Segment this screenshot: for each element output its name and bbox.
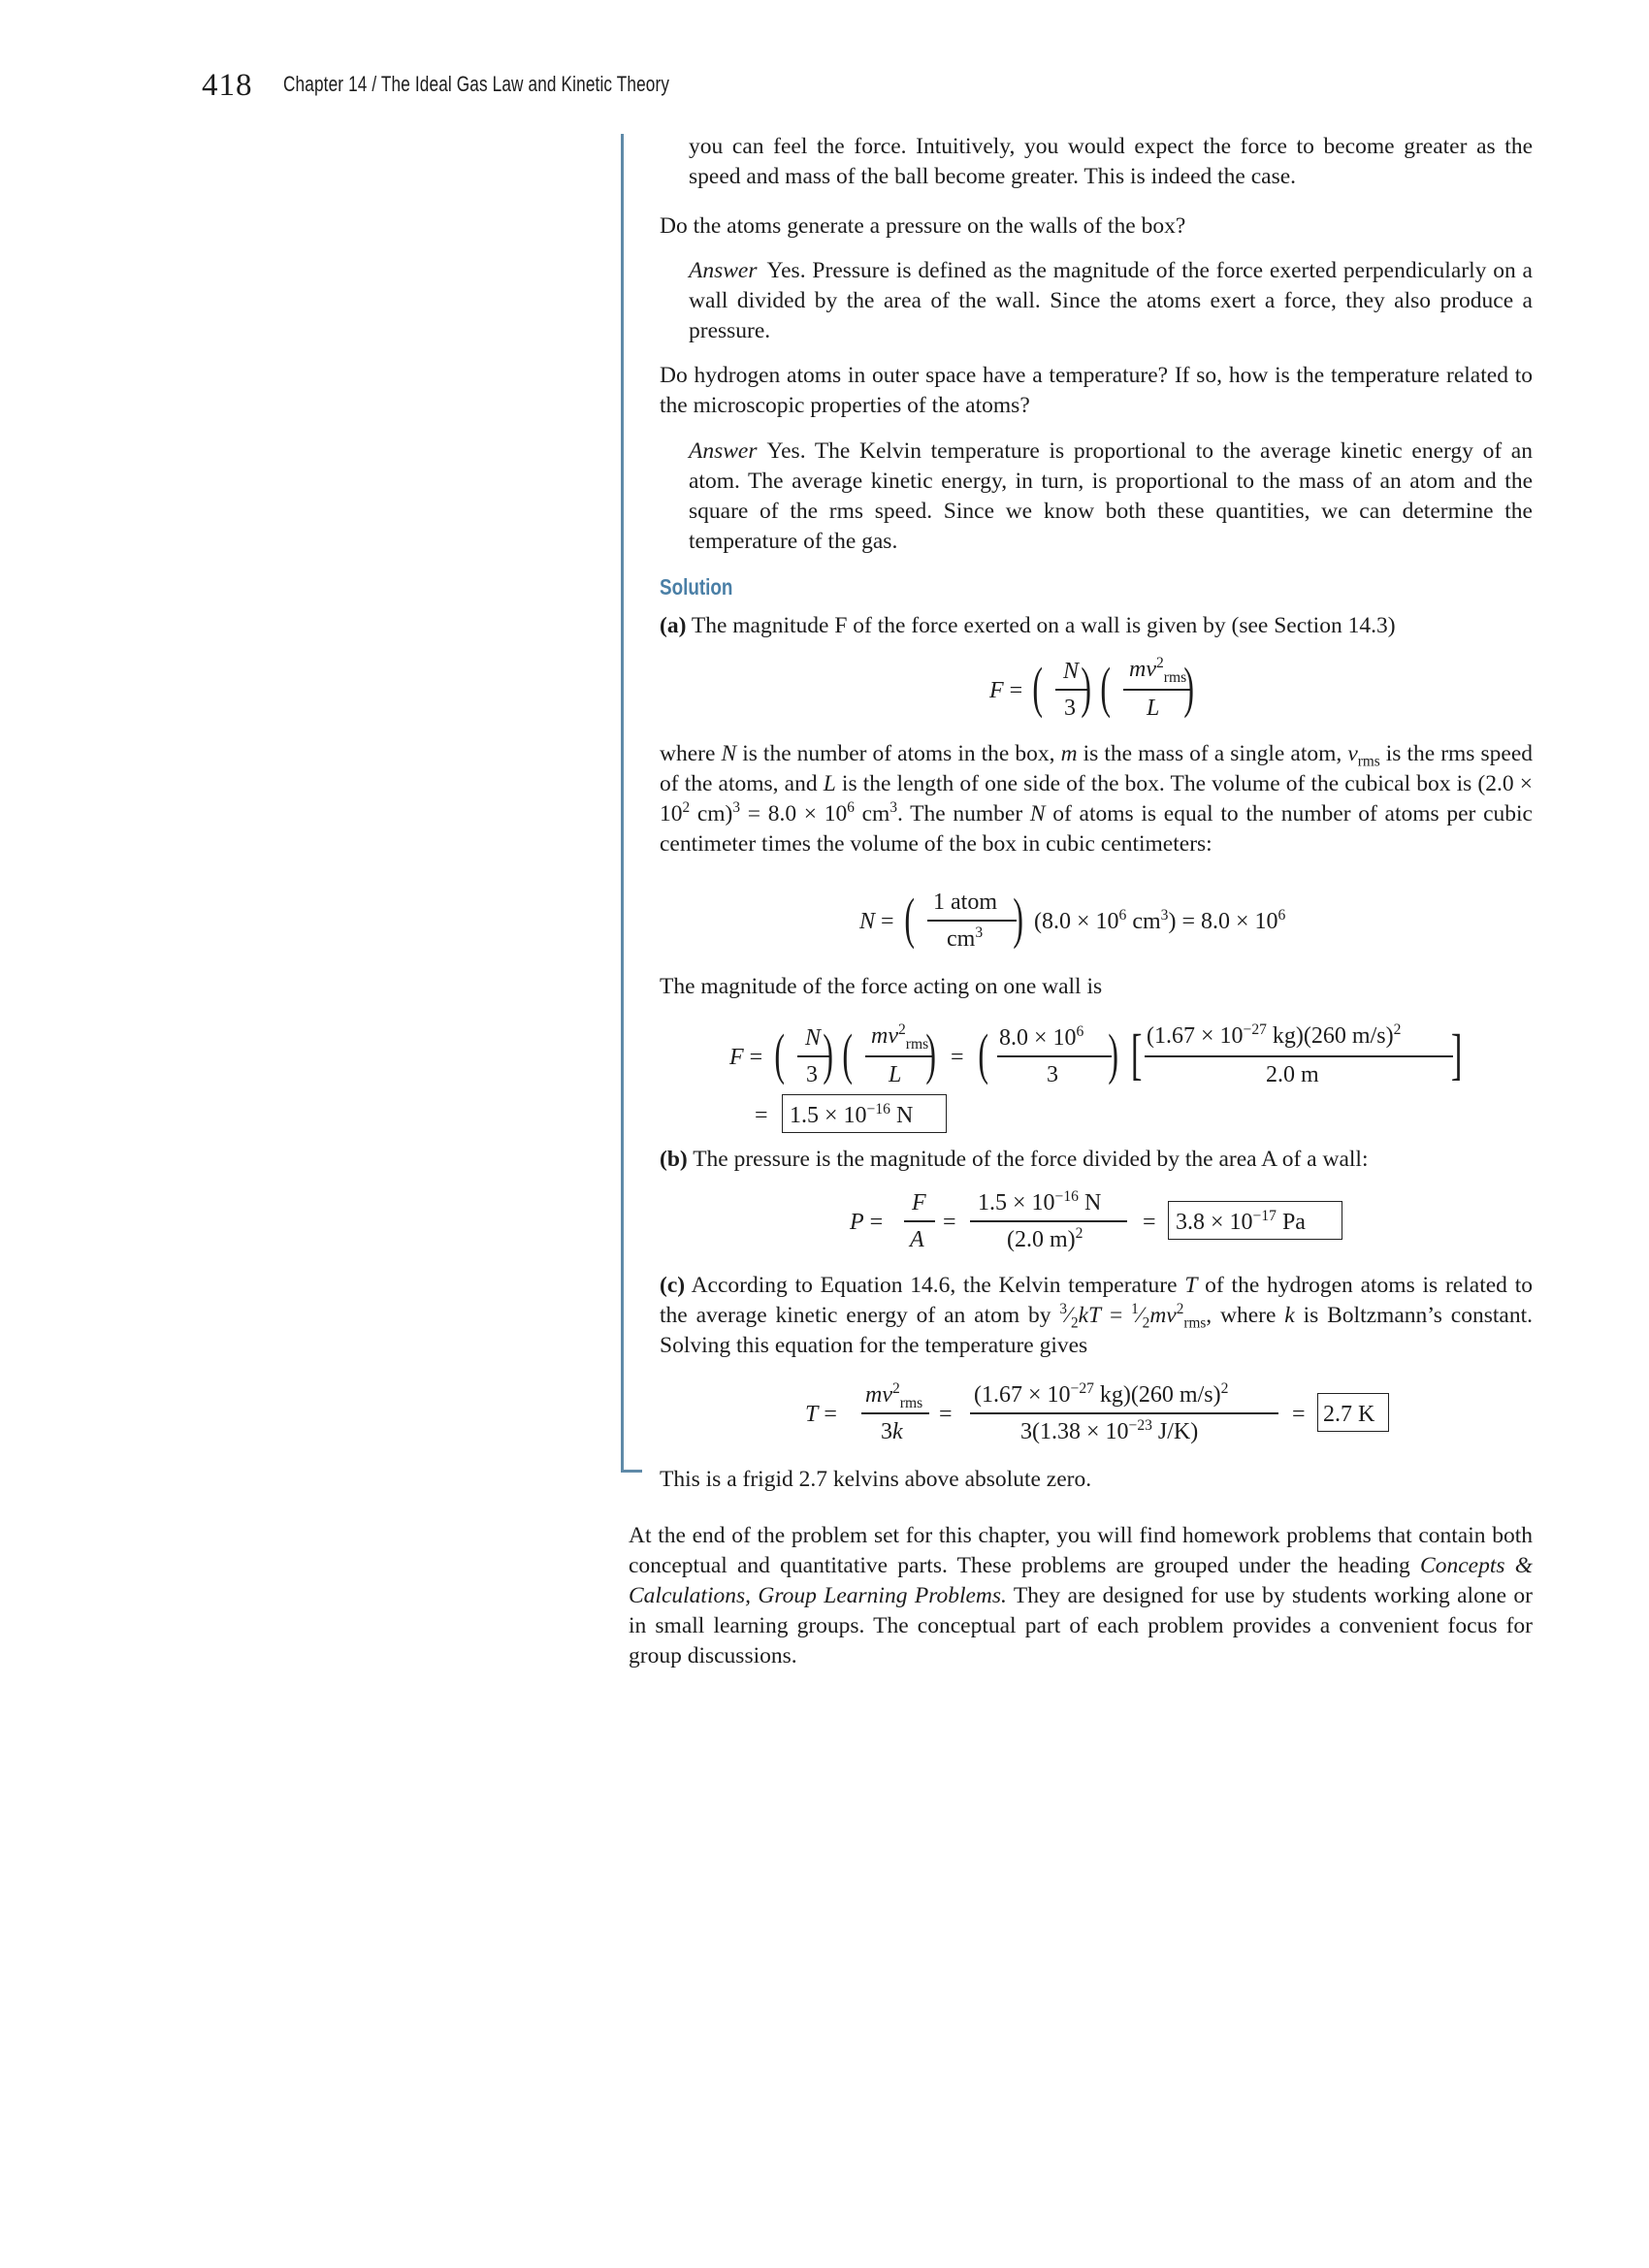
frigid-sentence: This is a frigid 2.7 kelvins above absolute zero. bbox=[660, 1467, 1092, 1492]
part-b-intro bbox=[660, 1145, 1533, 1175]
example-sidebar-foot bbox=[621, 1470, 642, 1473]
pressure-result-exponent: −17 bbox=[1252, 1208, 1277, 1224]
answer-label: Answer bbox=[689, 258, 758, 283]
where-paragraph: where N is the number of atoms in the box, m is the mass of a single atom, $v_{rms}$ is the rms speed of the atoms, and L is the length of one side of the box. The volume of the cubical box is ($2.0 \times 10^2$ $cm)^3 = 8.0 \times 10^6$ $cm^3$. The number N of atoms is equal to the number of atoms per cubic centimeter times the volume of the box in cubic centimeters: bbox=[660, 741, 1533, 857]
chapter-title: Chapter 14 / The Ideal Gas Law and Kinetic Theory bbox=[283, 72, 670, 96]
part-a-intro bbox=[660, 611, 1533, 641]
intro-paragraph: you can feel the force. Intuitively, you would expect the force to become greater as the speed and mass of the ball become greater. This is indeed the case. bbox=[689, 134, 1533, 189]
part-b-text: The pressure is the magnitude of the force divided by the area A of a wall: bbox=[693, 1147, 1369, 1172]
pressure-result-mantissa: 3.8 × 10 bbox=[1176, 1210, 1253, 1235]
question-temperature: Do hydrogen atoms in outer space have a temperature? If so, how is the temperature related to the microscopic properties of the atoms? bbox=[660, 363, 1533, 418]
example-sidebar-rule bbox=[621, 134, 624, 1473]
force-result-unit: N bbox=[895, 1103, 914, 1128]
force-result-exponent: −16 bbox=[866, 1101, 890, 1118]
question-pressure: Do the atoms generate a pressure on the walls of the box? bbox=[660, 213, 1186, 239]
page-number: 418 bbox=[202, 68, 253, 103]
answer-pressure-text: Yes. Pressure is defined as the magnitude of the force exerted perpendicularly on a wall divided by the area of the wall. Since the atoms exert a force, they also produce a pressure. bbox=[689, 258, 1533, 343]
solution-heading: Solution bbox=[660, 574, 733, 599]
answer-pressure bbox=[689, 256, 1533, 346]
part-b-label: (b) bbox=[660, 1147, 688, 1172]
pressure-result-unit: Pa bbox=[1281, 1210, 1306, 1235]
part-c-intro: (c) According to Equation 14.6, the Kelvin temperature T of the hydrogen atoms is related to the average kinetic energy of an atom by $^3⁄_2kT$ = $^1⁄_2mv^2_{rms}$, where k is Boltzmann’s constant. Solving this equation for the temperature gives bbox=[660, 1273, 1533, 1358]
part-a-text: The magnitude F of the force exerted on a wall is given by (see Section 14.3) bbox=[691, 613, 1396, 638]
force-intro: The magnitude of the force acting on one wall is bbox=[660, 974, 1103, 999]
closing-paragraph: At the end of the problem set for this chapter, you will find homework problems that contain both conceptual and quantitative parts. These problems are grouped under the heading Concepts & Calculations, Group Learning Problems. They are designed for use by students working alone or in small learning groups. The conceptual part of each problem provides a convenient focus for group discussions. bbox=[629, 1523, 1533, 1669]
answer-label-2: Answer bbox=[689, 438, 758, 464]
answer-temperature bbox=[689, 437, 1533, 557]
part-a-label: (a) bbox=[660, 613, 687, 638]
part-c-label: (c) bbox=[660, 1273, 686, 1298]
answer-temperature-text: Yes. The Kelvin temperature is proportional to the average kinetic energy of an atom. The average kinetic energy, in turn, is proportional to the mass of an atom and the square of the rms speed. Since we know both these quantities, we can determine the temperature of the gas. bbox=[689, 438, 1533, 554]
temperature-result: 2.7 K bbox=[1323, 1402, 1375, 1427]
force-result-mantissa: 1.5 × 10 bbox=[790, 1103, 867, 1128]
